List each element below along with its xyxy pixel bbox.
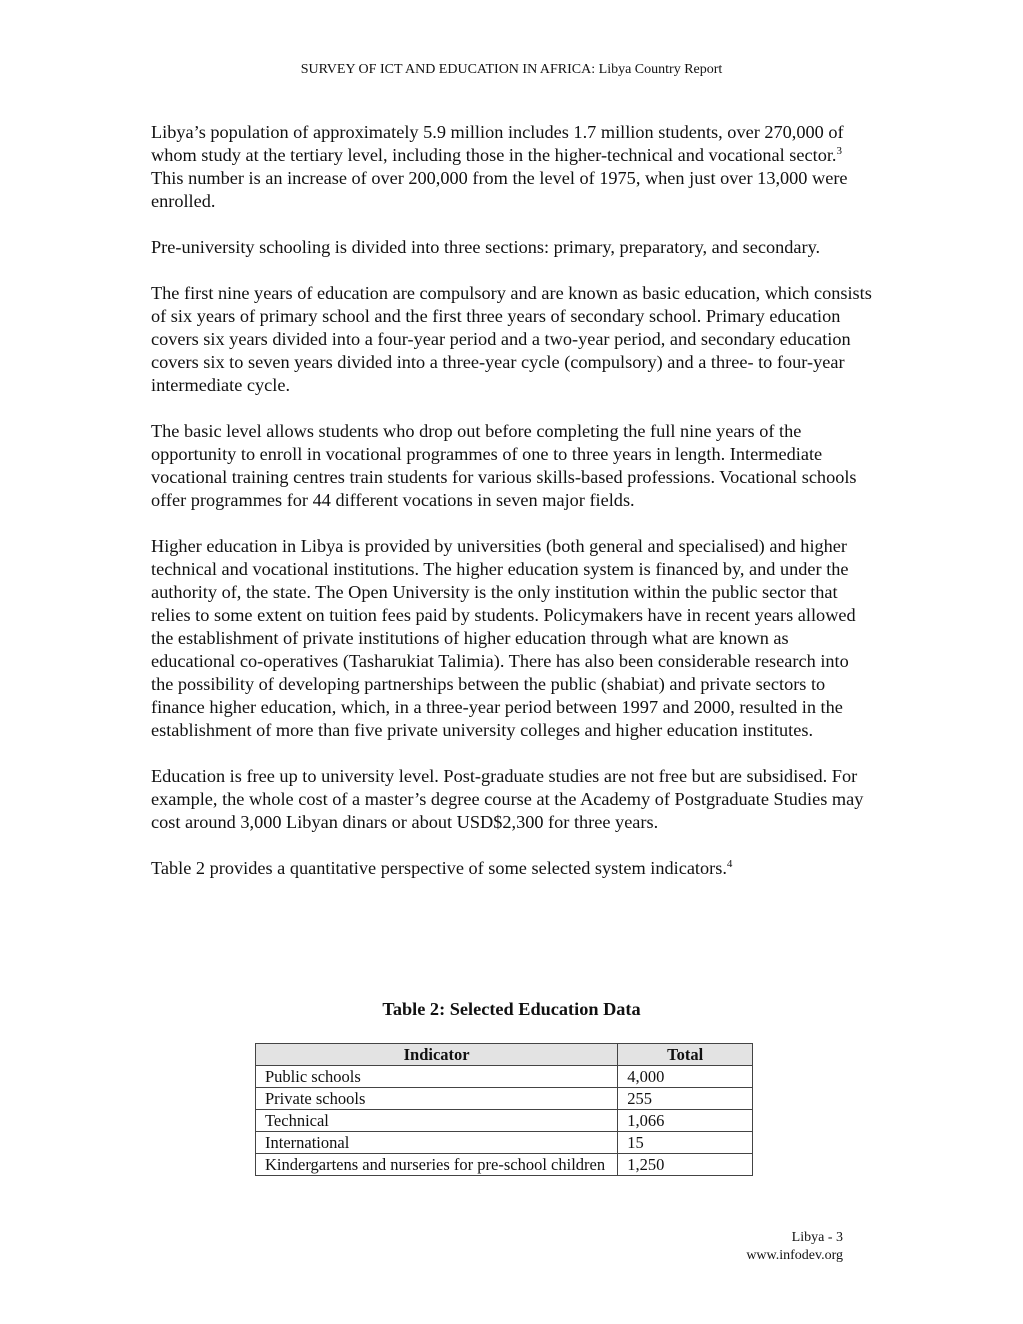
- table-cell-total: 4,000: [618, 1066, 753, 1088]
- table-cell-indicator: Kindergartens and nurseries for pre-school children: [256, 1154, 618, 1176]
- paragraph-pre-university: Pre-university schooling is divided into three sections: primary, preparatory, and secondary.: [151, 237, 821, 257]
- paragraph-tuition: Education is free up to university level. Post-graduate studies are not free but are subsidised. For example, the whole cost of a master’s degree course at the Academy of Postgraduate Studies may cost around 3,000 Libyan dinars or about USD$2,300 for three years.: [151, 766, 864, 832]
- table-cell-indicator: Public schools: [256, 1066, 618, 1088]
- table-row: [256, 1154, 753, 1176]
- paragraph-basic-education: The first nine years of education are compulsory and are known as basic education, which consists of six years of primary school and the first three years of secondary school. Primary education covers six years divided into a four-year period and a two-year period, and secondary education covers six to seven years divided into a three-year cycle (compulsory) and a three- to four-year intermediate cycle.: [151, 283, 872, 395]
- website-link[interactable]: www.infodev.org: [746, 1248, 843, 1263]
- paragraph-vocational: The basic level allows students who drop out before completing the full nine years of the opportunity to enroll in vocational programmes of one to three years in length. Intermediate vocational training centres train students for various skills-based professions. Vocational schools offer programmes for 44 different vocations in seven major fields.: [151, 421, 857, 510]
- paragraph-population-text-a: Libya’s population of approximately 5.9 million includes 1.7 million students, over 270,000 of whom study at the tertiary level, including those in the higher-technical and vocational sector.: [151, 122, 844, 165]
- table-cell-indicator: International: [256, 1132, 618, 1154]
- table-row: [256, 1088, 753, 1110]
- paragraph-table-intro-text: Table 2 provides a quantitative perspective of some selected system indicators.: [151, 858, 727, 878]
- footnote-ref-4[interactable]: 4: [726, 857, 733, 870]
- table-row: [256, 1066, 753, 1088]
- column-header-total: Total: [618, 1044, 753, 1066]
- table-cell-total: 15: [618, 1132, 753, 1154]
- running-footer: [600, 1229, 843, 1265]
- paragraph-population: [151, 121, 873, 213]
- paragraph-higher-education: Higher education in Libya is provided by universities (both general and specialised) and higher technical and vocational institutions. The higher education system is financed by, and under the authority of, the state. The Open University is the only institution within the public sector that relies to some extent on tuition fees paid by students. Policymakers have in recent years allowed the establishment of private institutions of higher education through what are known as educational co-operatives (Tasharukiat Talimia). There has also been considerable research into the possibility of developing partnerships between the public (shabiat) and private sectors to finance higher education, which, in a three-year period between 1997 and 2000, resulted in the establishment of more than five private university colleges and higher education institutes.: [151, 536, 856, 740]
- column-header-indicator: Indicator: [256, 1044, 618, 1066]
- table-row: [256, 1110, 753, 1132]
- education-data-table: [255, 1043, 753, 1176]
- table-row: [256, 1132, 753, 1154]
- table-cell-total: 1,250: [618, 1154, 753, 1176]
- paragraph-table-intro: [151, 857, 873, 880]
- table-header-row: [256, 1044, 753, 1066]
- page-number: Libya - 3: [791, 1230, 843, 1245]
- paragraph-population-text-b: This number is an increase of over 200,000 from the level of 1975, when just over 13,000 were enrolled.: [151, 168, 848, 211]
- table-cell-total: 1,066: [618, 1110, 753, 1132]
- table-title: Table 2: Selected Education Data: [382, 999, 641, 1019]
- running-header: SURVEY OF ICT AND EDUCATION IN AFRICA: Libya Country Report: [300, 62, 723, 77]
- table-cell-indicator: Private schools: [256, 1088, 618, 1110]
- table-cell-indicator: Technical: [256, 1110, 618, 1132]
- footnote-ref-3[interactable]: 3: [836, 144, 842, 157]
- body-text: [151, 121, 873, 903]
- table-cell-total: 255: [618, 1088, 753, 1110]
